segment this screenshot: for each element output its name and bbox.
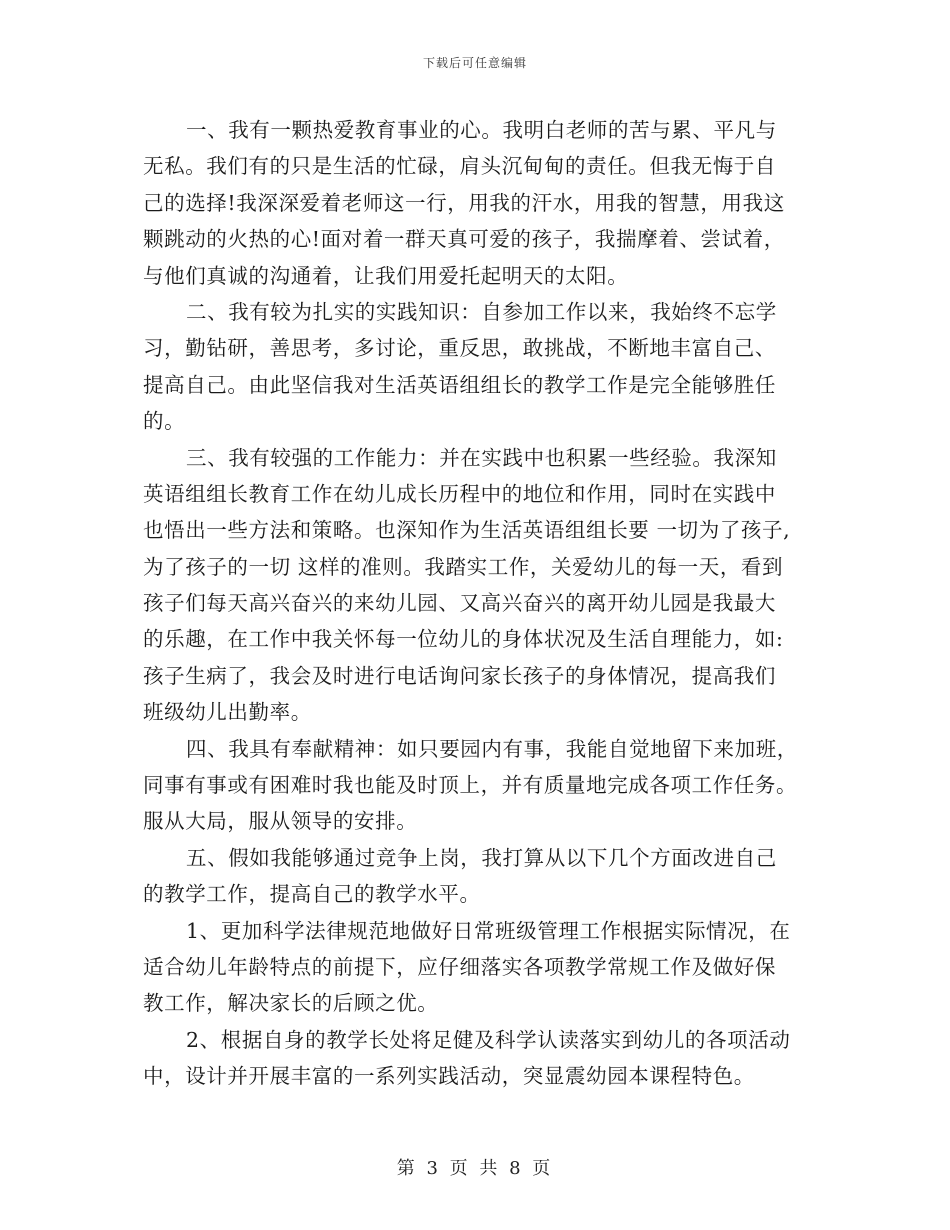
document-body (143, 112, 811, 1095)
text-line: 英语组组长教育工作在幼儿成长历程中的地位和作用，同时在实践中 (143, 481, 776, 506)
text-line: 习，勤钻研，善思考，多讨论，重反思，敢挑战，不断地丰富自己、 (143, 336, 776, 361)
text-line: 为了孩子的一切 这样的准则。我踏实工作，关爱幼儿的每一天，看到 (143, 554, 784, 579)
text-line: 无私。我们有的只是生活的忙碌，肩头沉甸甸的责任。但我无悔于自 (143, 154, 776, 179)
text-line: 也悟出一些方法和策略。也深知作为生活英语组组长要 一切为了孩子, (143, 518, 791, 543)
text-line: 2、根据自身的教学长处将足健及科学认读落实到幼儿的各项活动 (186, 1027, 791, 1052)
text-line: 五、假如我能够通过竞争上岗，我打算从以下几个方面改进自己 (186, 845, 777, 870)
text-line: 孩子们每天高兴奋兴的来幼儿园、又高兴奋兴的离开幼儿园是我最大 (143, 591, 776, 616)
text-line: 的乐趣，在工作中我关怀每一位幼儿的身体状况及生活自理能力，如: (143, 627, 784, 652)
text-line: 一、我有一颗热爱教育事业的心。我明白老师的苦与累、平凡与 (186, 118, 777, 142)
text-line: 三、我有较强的工作能力：并在实践中也积累一些经验。我深知 (186, 445, 777, 470)
text-line: 提高自己。由此坚信我对生活英语组组长的教学工作是完全能够胜任 (143, 372, 776, 397)
page-number-footer: 第 3 页 共 8 页 (396, 1158, 554, 1179)
page-header: 下载后可任意编辑 (422, 56, 527, 70)
text-line: 的教学工作，提高自己的教学水平。 (143, 882, 481, 907)
text-line: 班级幼儿出勤率。 (143, 700, 312, 725)
text-line: 己的选择!我深深爱着老师这一行，用我的汗水，用我的智慧，用我这 (143, 190, 785, 215)
text-line: 服从大局，服从领导的安排。 (143, 809, 418, 834)
text-line: 教工作，解决家长的后顾之优。 (143, 991, 439, 1016)
text-line: 1、更加科学法律规范地做好日常班级管理工作根据实际情况，在 (186, 918, 791, 943)
text-line: 适合幼儿年龄特点的前提下，应仔细落实各项教学常规工作及做好保 (143, 954, 776, 979)
text-line: 同事有事或有困难时我也能及时顶上，并有质量地完成各项工作任务。 (143, 773, 798, 798)
text-line: 的。 (143, 409, 186, 434)
text-line: 与他们真诚的沟通着，让我们用爱托起明天的太阳。 (143, 263, 629, 288)
text-line: 二、我有较为扎实的实践知识：自参加工作以来，我始终不忘学 (186, 299, 777, 324)
text-line: 四、我具有奉献精神：如只要园内有事，我能自觉地留下来加班， (186, 736, 798, 761)
text-line: 颗跳动的火热的心!面对着一群天真可爱的孩子，我揣摩着、尝试着， (143, 227, 785, 252)
text-line: 中，设计并开展丰富的一系列实践活动，突显震幼园本课程特色。 (143, 1064, 755, 1089)
text-line: 孩子生病了，我会及时进行电话询问家长孩子的身体情况，提高我们 (143, 663, 776, 688)
